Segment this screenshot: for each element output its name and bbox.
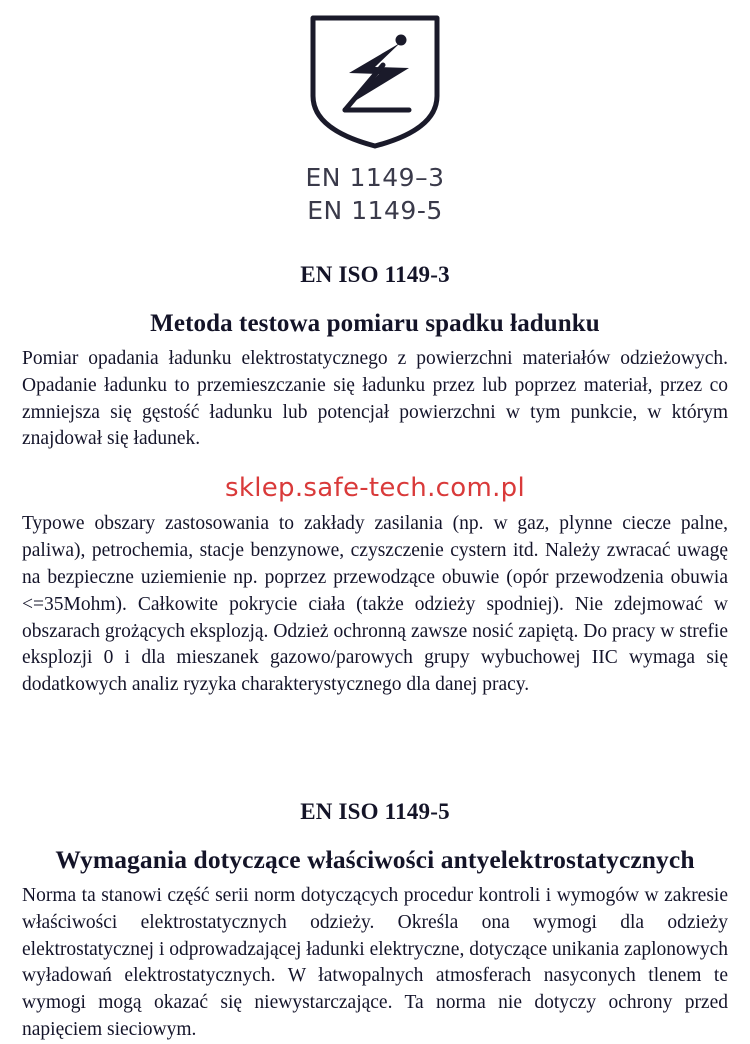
section-1-paragraph-1: Pomiar opadania ładunku elektrostatycznego z powierzchni materiałów odzieżowych. Opadanie ładunku to przemieszczanie się ładunku przez lub poprzez materiał, przez co zmniejsza się gęstość ładunku lub potencjał powierzchni w tym punkcie, w którym znajdował się ładunek. <box>22 347 728 450</box>
section-2-paragraph-1: Norma ta stanowi część serii norm dotyczących procedur kontroli i wymogów w zakresie właściwości elektrostatycznych odzieży. Określa ona wymogi dla odzieży elektrostatycznej i odprowadzającej ładunki elektryczne, dotyczące unikania zaplonowych wyładowań elektrostatycznych. W łatwopalnych atmosferach nasyconych tlenem te wymogi mogą okazać się niewystarczające. Ta norma nie dotyczy ochrony przed napięciem sieciowym. <box>22 884 729 1041</box>
standard-codes <box>22 162 728 228</box>
section-subheading-1: Metoda testowa pomiaru spadku ładunku <box>150 309 600 337</box>
standard-code-2: EN 1149-5 <box>307 196 443 226</box>
section-subheading-2: Wymagania dotyczące właściwości antyelektrostatycznych <box>55 844 695 874</box>
watermark-text: sklep.safe-tech.com.pl <box>225 472 525 503</box>
standard-code-1: EN 1149–3 <box>305 163 445 192</box>
section-heading-1: EN ISO 1149-3 <box>300 261 450 287</box>
section-heading-2: EN ISO 1149-5 <box>300 798 450 824</box>
antistatic-shield-icon <box>305 10 445 150</box>
section-spacer <box>22 719 728 765</box>
pictogram-container <box>22 0 728 150</box>
section-1-paragraph-2: Typowe obszary zastosowania to zakłady zasilania (np. w gaz, plynne ciecze palne, paliwa), petrochemia, stacje benzynowe, czyszczenie cystern itd. Należy zwracać uwagę na bezpieczne uziemienie np. poprzez przewodzące obuwie (opór przewodzenia obuwia <=35Mohm). Całkowite pokrycie ciała (także odzieży spodniej). Nie zdejmować w obszarach grożących eksplozją. Odzież ochronną zawsze nosić zapiętą. Do pracy w strefie eksplozji 0 i dla mieszanek gazowo/parowych grupy wybuchowej IIC wymaga się dodatkowych analiz ryzyka charakterystycznego dla danej pracy. <box>22 512 728 696</box>
